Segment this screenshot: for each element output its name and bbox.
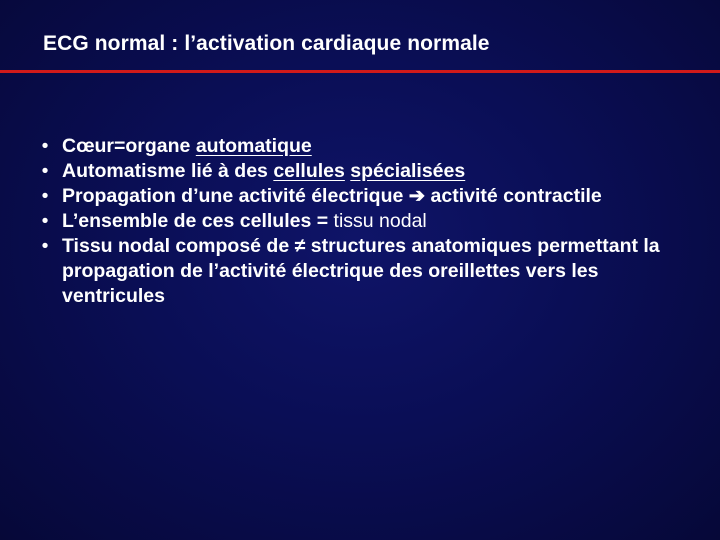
bullet-text — [62, 160, 465, 182]
bullet-segment: Propagation d’une activité électrique — [62, 185, 409, 207]
bullet-item — [38, 234, 698, 309]
bullet-segment-normal: tissu nodal — [333, 210, 427, 232]
bullet-segment-underlined: cellules — [273, 160, 345, 182]
bullet-item — [38, 184, 698, 209]
bullet-item — [38, 159, 698, 184]
bullet-marker: • — [41, 160, 49, 182]
bullet-text — [62, 135, 312, 157]
bullet-segment-underlined: automatique — [195, 135, 312, 157]
bullet-segment: activité contractile — [425, 185, 602, 207]
bullet-text — [62, 185, 602, 207]
bullet-item — [38, 134, 698, 159]
title-divider — [0, 70, 720, 73]
bullet-segment: L’ensemble de ces cellules = — [62, 210, 334, 232]
bullet-marker: • — [41, 235, 49, 257]
bullet-list — [38, 134, 698, 309]
arrow-icon: ➔ — [408, 185, 426, 207]
bullet-segment: Automatisme lié à des — [62, 160, 274, 182]
bullet-text — [62, 210, 427, 232]
slide-title: ECG normal : l’activation cardiaque normale — [43, 32, 490, 55]
bullet-marker: • — [41, 135, 49, 157]
bullet-segment: Cœur=organe — [62, 135, 196, 157]
bullet-marker: • — [41, 210, 49, 232]
bullet-text — [62, 235, 660, 307]
bullet-segment: Tissu nodal composé de ≠ structures anatomiques permettant la propagation de l’activité électrique des oreillettes vers les ventricules — [62, 235, 660, 307]
bullet-segment-underlined: spécialisées — [350, 160, 466, 182]
bullet-item — [38, 209, 698, 234]
bullet-marker: • — [41, 185, 49, 207]
